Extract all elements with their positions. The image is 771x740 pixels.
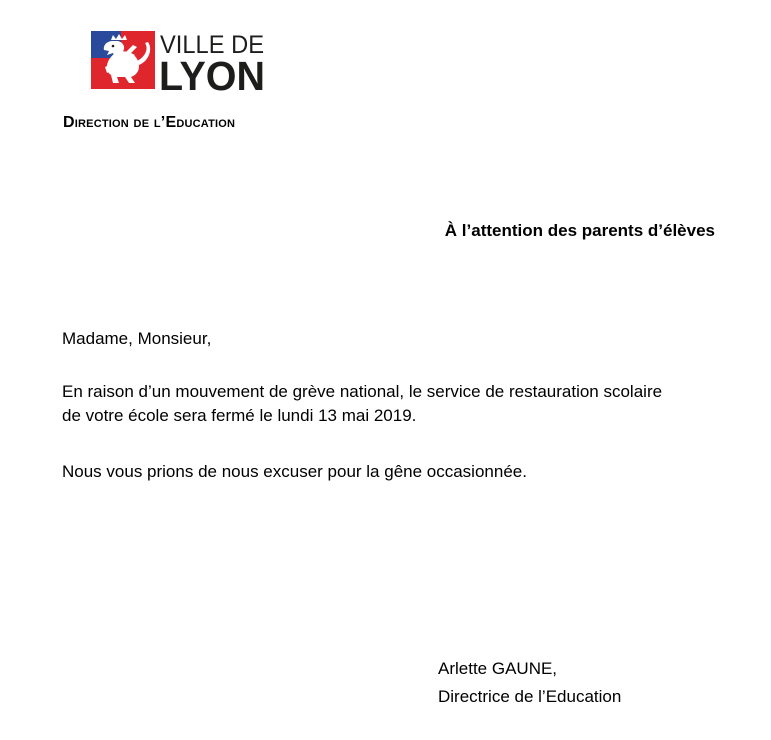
city-wordmark <box>159 31 266 93</box>
signatory-name: Arlette GAUNE, <box>438 659 558 678</box>
signatory-title: Directrice de l’Education <box>438 687 622 706</box>
lion-coat-of-arms-icon <box>91 31 155 89</box>
city-logo <box>91 31 266 93</box>
recipient-line: À l’attention des parents d’élèves <box>444 221 715 240</box>
department-heading: Direction de l’Education <box>63 114 236 131</box>
paragraph-line: de votre école sera fermé le lundi 13 mai 2019. <box>62 406 417 425</box>
paragraph-apology: Nous vous prions de nous excuser pour la gêne occasionnée. <box>62 462 527 481</box>
logo-line2: LYON <box>159 53 265 93</box>
salutation: Madame, Monsieur, <box>62 329 212 348</box>
paragraph-closure-notice <box>62 380 662 428</box>
logo-line1: VILLE DE <box>160 31 264 59</box>
paragraph-line: En raison d’un mouvement de grève national, le service de restauration scolaire <box>62 382 663 401</box>
